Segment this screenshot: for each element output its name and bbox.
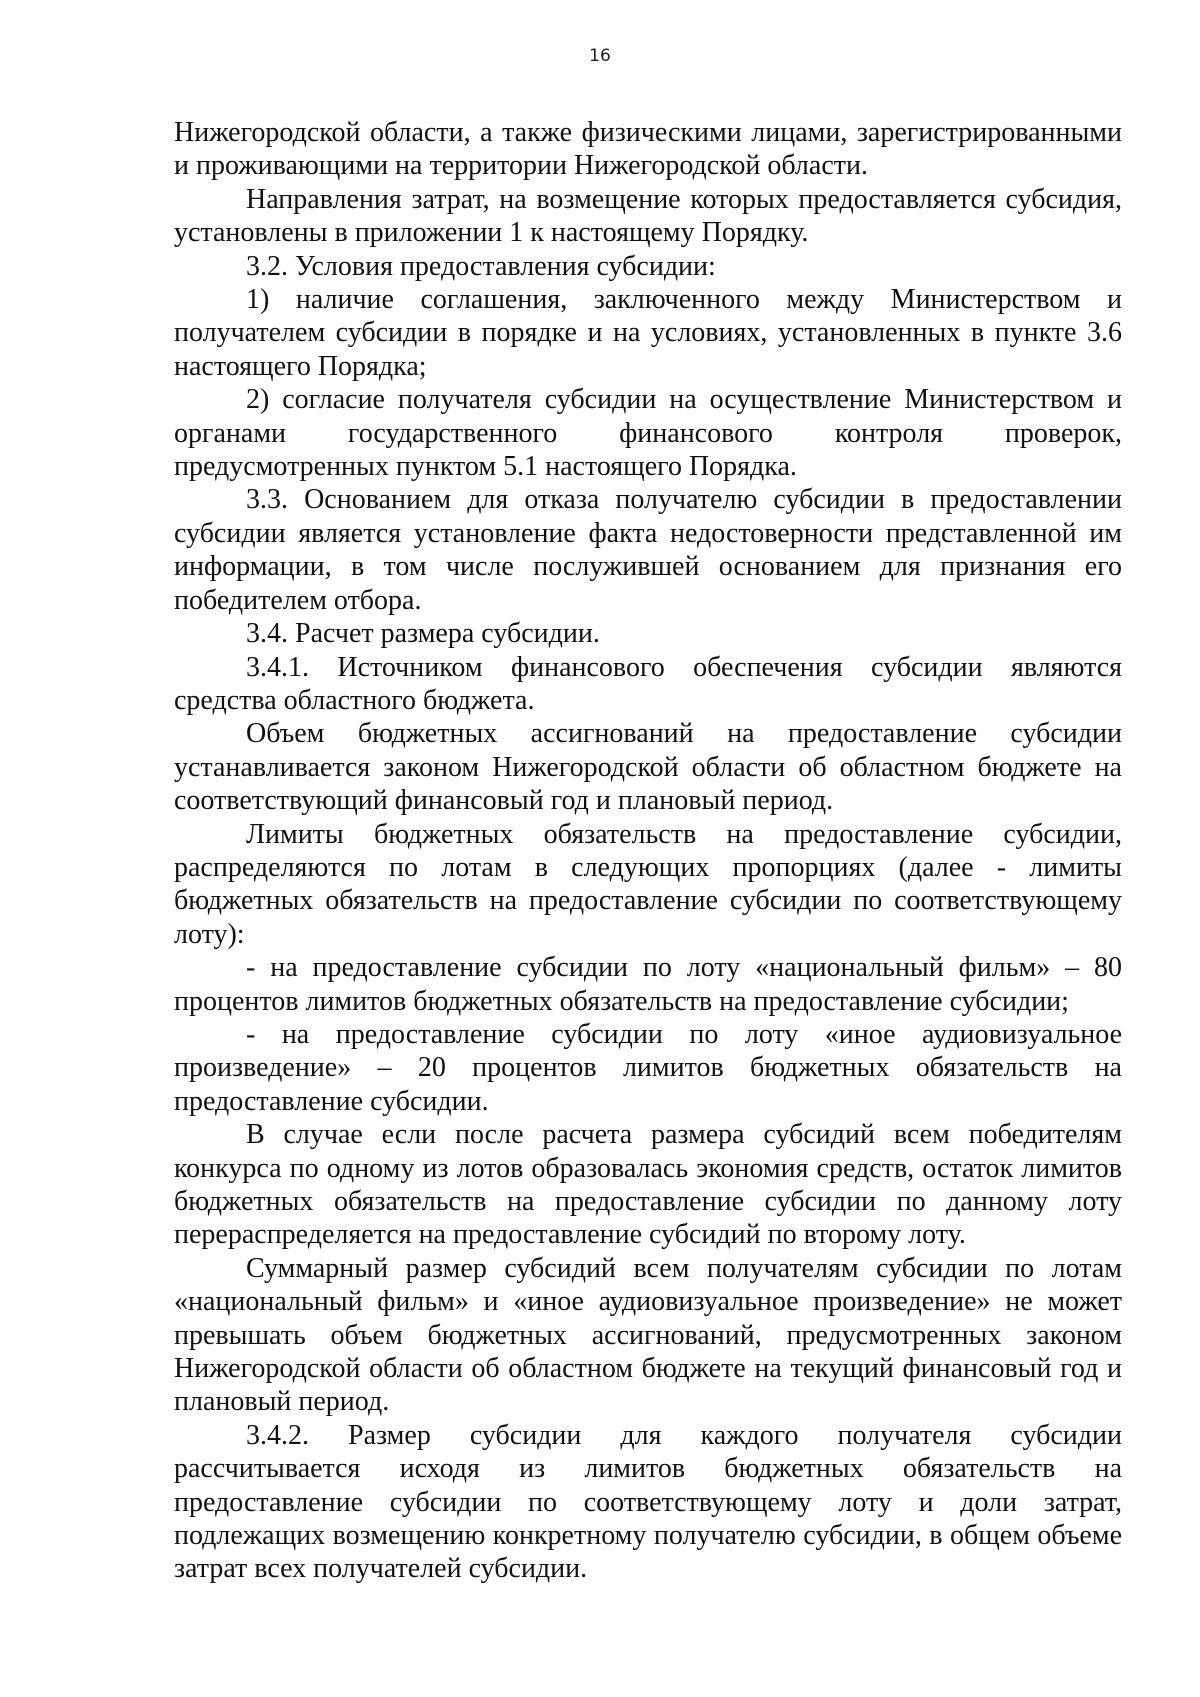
list-item-condition-2: 2) согласие получателя субсидии на осуществление Министерством и органами государственного финансового контроля проверок, предусмотренных пунктом 5.1 настоящего Порядка. xyxy=(174,384,1122,483)
list-item-lot-national-film: - на предоставление субсидии по лоту «национальный фильм» – 80 процентов лимитов бюджетных обязательств на предоставление субсидии; xyxy=(174,952,1122,1017)
section-3-3: 3.3. Основанием для отказа получателю субсидии в предоставлении субсидии является установление факта недостоверности представленной им информации, в том числе послужившей основанием для признания его победителем отбора. xyxy=(174,484,1122,616)
section-3-4-1: 3.4.1. Источником финансового обеспечения субсидии являются средства областного бюджета. xyxy=(174,651,1122,716)
section-3-4-2: 3.4.2. Размер субсидии для каждого получателя субсидии рассчитывается исходя из лимитов бюджетных обязательств на предоставление субсидии по соответствующему лоту и доли затрат, подлежащих возмещению конкретному получателю субсидии, в общем объеме затрат всех получателей субсидии. xyxy=(174,1419,1122,1585)
paragraph-continuation: Нижегородской области, а также физическими лицами, зарегистрированными и проживающими на территории Нижегородской области. xyxy=(174,117,1122,182)
page-number: 16 xyxy=(589,46,611,66)
list-item-lot-other-audiovisual: - на предоставление субсидии по лоту «иное аудиовизуальное произведение» – 20 процентов лимитов бюджетных обязательств на предоставление субсидии. xyxy=(174,1018,1122,1117)
paragraph: Суммарный размер субсидий всем получателям субсидии по лотам «национальный фильм» и «иное аудиовизуальное произведение» не может превышать объем бюджетных ассигнований, предусмотренных законом Нижегородской области об областном бюджете на текущий финансовый год и плановый период. xyxy=(174,1252,1122,1418)
paragraph: В случае если после расчета размера субсидий всем победителям конкурса по одному из лотов образовалась экономия средств, остаток лимитов бюджетных обязательств на предоставление субсидии по данному лоту перераспределяется на предоставление субсидий по второму лоту. xyxy=(174,1119,1122,1251)
section-heading-3-4: 3.4. Расчет размера субсидии. xyxy=(246,618,600,650)
paragraph: Лимиты бюджетных обязательств на предоставление субсидии, распределяются по лотам в следующих пропорциях (далее - лимиты бюджетных обязательств на предоставление субсидии по соответствующему лоту): xyxy=(174,818,1122,950)
document-body xyxy=(174,116,1122,1586)
list-item-condition-1: 1) наличие соглашения, заключенного между Министерством и получателем субсидии в порядке и на условиях, установленных в пункте 3.6 настоящего Порядка; xyxy=(174,284,1122,382)
section-heading-3-2: 3.2. Условия предоставления субсидии: xyxy=(246,250,716,282)
paragraph: Объем бюджетных ассигнований на предоставление субсидии устанавливается законом Нижегородской области об областном бюджете на соответствующий финансовый год и плановый период. xyxy=(174,718,1122,817)
paragraph: Направления затрат, на возмещение которых предоставляется субсидия, установлены в приложении 1 к настоящему Порядку. xyxy=(174,183,1122,249)
